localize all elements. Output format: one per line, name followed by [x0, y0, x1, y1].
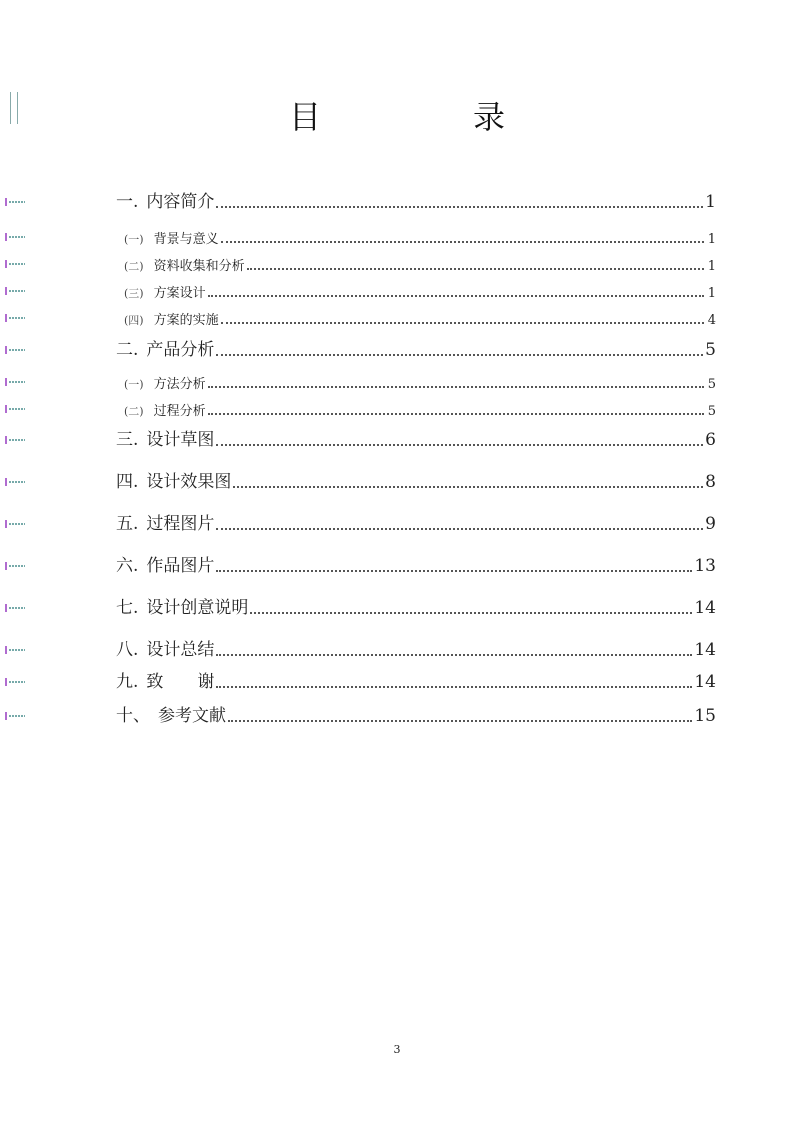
toc-entry-number: (一): [124, 378, 144, 391]
toc-entry-title: 作品图片: [146, 556, 215, 576]
toc-entry-page: 14: [694, 598, 716, 618]
toc-dot-leader: [208, 294, 704, 297]
toc-dot-leader: [247, 267, 704, 270]
toc-entry-page: 14: [694, 640, 716, 660]
toc-entry-number: 一.: [116, 192, 139, 212]
toc-dot-leader: [216, 353, 703, 356]
toc-entry-number: 二.: [116, 340, 139, 360]
toc-entry[interactable]: [116, 336, 716, 360]
toc-entry-number: 六.: [116, 556, 139, 576]
toc-entry-number: (一): [124, 233, 144, 246]
toc-entry[interactable]: [124, 368, 716, 392]
toc-entry[interactable]: [116, 188, 716, 212]
toc-entry-title: 参考文献: [158, 706, 226, 726]
toc-entry-page: 5: [707, 377, 716, 392]
toc-entry[interactable]: [124, 277, 716, 301]
margin-bookmark-marker: [5, 198, 27, 206]
toc-entry-title: 设计效果图: [146, 472, 232, 492]
margin-bookmark-marker: [5, 405, 27, 413]
toc-entry-title: 方案设计: [153, 286, 206, 301]
toc-entry-number: (三): [124, 287, 144, 300]
toc-entry-page: 8: [705, 472, 716, 492]
margin-bookmark-marker: [5, 562, 27, 570]
toc-entry[interactable]: [124, 395, 716, 419]
toc-entry[interactable]: [124, 250, 716, 274]
toc-dot-leader: [250, 611, 692, 614]
toc-entry-title: 设计总结: [146, 640, 215, 660]
toc-dot-leader: [216, 569, 692, 572]
toc-entry[interactable]: [124, 304, 716, 328]
toc-dot-leader: [208, 412, 704, 415]
margin-bookmark-marker: [5, 604, 27, 612]
toc-entry-page: 1: [705, 192, 716, 212]
toc-dot-leader: [216, 443, 703, 446]
toc-dot-leader: [233, 485, 703, 488]
toc-entry[interactable]: [116, 636, 716, 660]
toc-entry-number: 五.: [116, 514, 139, 534]
toc-dot-leader: [216, 205, 703, 208]
toc-entry-number: (二): [124, 260, 144, 273]
margin-bookmark-marker: [5, 346, 27, 354]
toc-entry-title: 背景与意义: [153, 232, 219, 247]
toc-entry-number: 九.: [116, 672, 139, 692]
margin-bookmark-marker: [5, 436, 27, 444]
toc-entry-page: 15: [694, 706, 716, 726]
toc-entry-page: 5: [705, 340, 716, 360]
toc-entry-number: 十、: [116, 706, 150, 726]
toc-entry[interactable]: [116, 426, 716, 450]
toc-entry-number: 三.: [116, 430, 139, 450]
toc-dot-leader: [216, 527, 703, 530]
toc-entry-number: (四): [124, 314, 144, 327]
toc-entry[interactable]: [116, 594, 716, 618]
toc-entry-title: 资料收集和分析: [153, 259, 245, 274]
margin-bookmark-marker: [5, 520, 27, 528]
toc-dot-leader: [221, 240, 704, 243]
toc-entry[interactable]: [116, 702, 716, 726]
page-title: 目 录: [288, 98, 565, 136]
toc-dot-leader: [216, 653, 692, 656]
toc-entry-title: 内容简介: [146, 192, 215, 212]
margin-bookmark-marker: [5, 287, 27, 295]
toc-entry-page: 13: [694, 556, 716, 576]
page-number: 3: [393, 1043, 401, 1056]
toc-entry-title: 致 谢: [146, 672, 215, 692]
toc-entry-title: 设计创意说明: [146, 598, 249, 618]
toc-dot-leader: [208, 385, 704, 388]
toc-entry-page: 4: [707, 313, 716, 328]
toc-entry-title: 过程图片: [146, 514, 215, 534]
toc-entry-page: 1: [707, 286, 716, 301]
toc-entry-title: 产品分析: [146, 340, 215, 360]
toc-entry-number: (二): [124, 405, 144, 418]
toc-entry-page: 1: [707, 259, 716, 274]
margin-bookmark-marker: [5, 712, 27, 720]
margin-bookmark-marker: [5, 478, 27, 486]
toc-entry[interactable]: [116, 552, 716, 576]
toc-entry-page: 6: [705, 430, 716, 450]
toc-entry-title: 方法分析: [153, 377, 206, 392]
toc-entry-title: 过程分析: [153, 404, 206, 419]
toc-entry-page: 1: [707, 232, 716, 247]
margin-bookmark-marker: [5, 314, 27, 322]
margin-bookmark-marker: [5, 378, 27, 386]
toc-entry-number: 四.: [116, 472, 139, 492]
toc-entry-page: 9: [705, 514, 716, 534]
toc-entry-number: 七.: [116, 598, 139, 618]
toc-entry[interactable]: [116, 510, 716, 534]
toc-entry[interactable]: [116, 668, 716, 692]
margin-bookmark-marker: [5, 678, 27, 686]
margin-bookmark-marker: [5, 260, 27, 268]
toc-entry-title: 设计草图: [146, 430, 215, 450]
toc-dot-leader: [228, 719, 692, 722]
margin-bookmark-marker: [5, 646, 27, 654]
margin-bookmark-marker: [5, 233, 27, 241]
toc-entry-number: 八.: [116, 640, 139, 660]
toc-dot-leader: [221, 321, 704, 324]
toc-dot-leader: [216, 685, 692, 688]
toc-entry-page: 14: [694, 672, 716, 692]
toc-entry-page: 5: [707, 404, 716, 419]
toc-entry[interactable]: [116, 468, 716, 492]
toc-entry[interactable]: [124, 223, 716, 247]
toc-entry-title: 方案的实施: [153, 313, 219, 328]
